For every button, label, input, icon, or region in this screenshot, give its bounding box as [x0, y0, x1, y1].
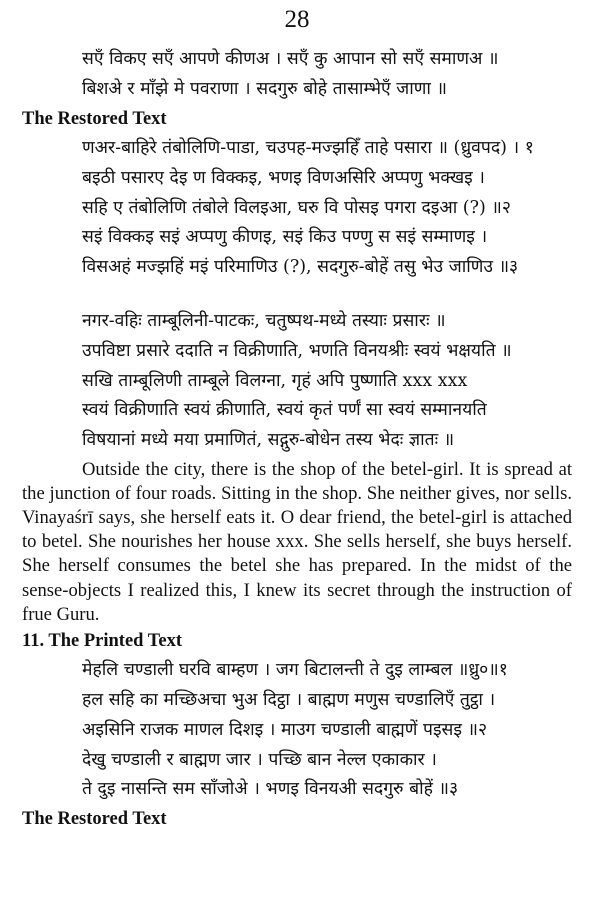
verse-block-printed	[22, 656, 572, 805]
verse-line: विसअहं मज्झहिं मइं परिमाणिउ (?), सदगुरु-बोहें तसु भेउ जाणिउ ॥३	[82, 257, 519, 278]
verse-line: देखु चण्डाली र बाह्मण जार । पच्छि बान नेल्ल एकाकार ।	[82, 749, 437, 770]
verse-block-sanskrit	[22, 307, 572, 456]
verse-line: णअर-बाहिरे तंबोलिणि-पाडा, चउपह-मज्झहिँ ताहे पसारा ॥ (ध्रुवपद) । १	[82, 138, 534, 159]
verse-line: बिशअे र माँझे मे पवराणा । सदगुरु बोहे तासाम्भेएँ जाणा ॥	[82, 78, 447, 99]
verse-line: अइसिनि राजक माणल दिशइ । माउग चण्डाली बाह्मणें पइसइ ॥२	[82, 719, 488, 740]
section-heading-printed: 11. The Printed Text	[22, 630, 183, 651]
section-heading-restored: The Restored Text	[22, 108, 167, 129]
verse-line: ते दुइ नासन्ति सम साँजोअे । भणइ विनयअी सदगुरु बोहें ॥३	[82, 779, 459, 800]
section-heading-restored: The Restored Text	[22, 809, 167, 830]
verse-line: उपविष्टा प्रसारे ददाति न विक्रीणाति, भणति विनयश्रीः स्वयं भक्षयति ॥	[82, 340, 512, 361]
verse-block-printed-continued	[22, 45, 572, 105]
verse-line: सएँ विकए सएँ आपणे कीणअ । सएँ कु आपान सो सएँ समाणअ ॥	[82, 49, 499, 69]
translation-paragraph: Outside the city, there is the shop of the betel-girl. It is spread at the junction of four roads. Sitting in the shop. She neither gives, nor sells. Vinayaśrī says, she herself eats it. O dear friend, the betel-girl is attached to betel. She nourishes her house xxx. She sells herself, she buys herself. She herself consumes the betel she has prepared. In the midst of the sense-objects I realized this, I knew its secret through the instruction of frue Guru.	[22, 459, 572, 625]
page-number: 28	[284, 6, 310, 33]
verse-line: स्वयं विक्रीणाति स्वयं क्रीणाति, स्वयं कृतं पर्णं सा स्वयं सम्मानयति	[82, 400, 487, 421]
verse-block-restored	[22, 134, 572, 283]
verse-line: नगर-वहिः ताम्बूलिनी-पाटकः, चतुष्पथ-मध्ये तस्याः प्रसारः ॥	[82, 311, 446, 332]
verse-line: सइं विक्कइ सइं अप्पणु कीणइ, सइं किउ पण्णु स सइं सम्माणइ ।	[82, 227, 488, 248]
verse-line: सखि ताम्बूलिणी ताम्बूले विलग्ना, गृहं अपि पुष्णाति xxx xxx	[82, 370, 468, 391]
spacer	[22, 283, 572, 307]
verse-line: हल सहि का मच्छिअचा भुअ दिट्ठा । बाह्मण मणुस चण्डालिएँ तुट्ठा ।	[82, 690, 496, 711]
verse-line: मेहलि चण्डाली घरवि बाम्हण । जग बिटालन्ती ते दुइ लाम्बल ॥ध्रु०॥१	[82, 660, 508, 681]
verse-line: विषयानां मध्ये मया प्रमाणितं, सद्गुरु-बोधेन तस्य भेदः ज्ञातः ॥	[82, 430, 455, 451]
verse-line: बइठी पसारए देइ ण विक्कइ, भणइ विणअसिरि अप्पणु भक्खइ ।	[82, 167, 485, 188]
verse-line: सहि ए तंबोलिणि तंबोले विलइआ, घरु वि पोसइ पगरा दइआ (?) ॥२	[82, 197, 511, 218]
